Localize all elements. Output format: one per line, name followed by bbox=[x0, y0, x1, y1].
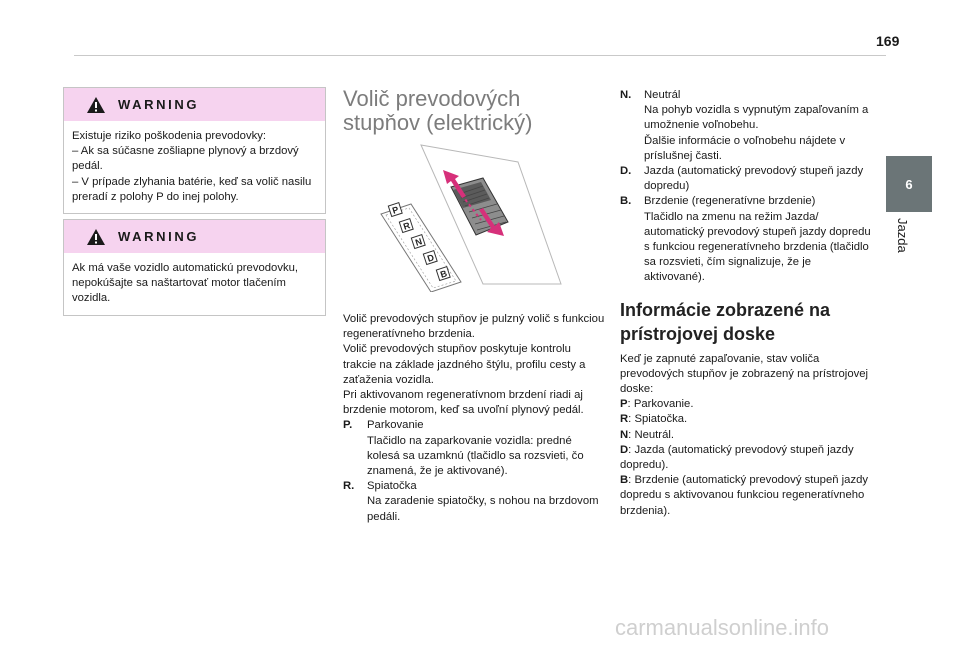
gate-letter: P bbox=[391, 204, 400, 216]
definition-term: R. bbox=[343, 480, 355, 493]
warning-box-1 bbox=[63, 87, 326, 214]
legend-key: B bbox=[620, 474, 629, 487]
definition-body bbox=[644, 194, 875, 285]
warning-line: Existuje riziko poškodenia prevodovky: bbox=[72, 130, 267, 142]
legend-item bbox=[620, 473, 875, 519]
warning-header bbox=[64, 220, 325, 253]
section-title: Volič prevodových stupňov (elektrický) bbox=[343, 86, 533, 135]
header-divider bbox=[74, 55, 886, 56]
definition-term: P. bbox=[343, 419, 353, 432]
page-number: 169 bbox=[876, 33, 900, 49]
gate-letter: R bbox=[402, 220, 412, 232]
legend-text: : Neutrál. bbox=[628, 428, 675, 441]
legend-text: : Brzdenie (automatický prevodový stupeň jazdy dopredu s aktivovanou funkciou regeneratívneho brzdenia). bbox=[620, 474, 869, 517]
definition-body bbox=[367, 418, 605, 479]
definition-body bbox=[644, 88, 875, 164]
definition-line: Ďalšie informácie o voľnobehu nájdete v príslušnej časti. bbox=[644, 134, 846, 162]
definition-item-r bbox=[343, 479, 605, 525]
warning-body bbox=[64, 253, 325, 315]
warning-box-2 bbox=[63, 219, 326, 316]
legend-text: : Parkovanie. bbox=[627, 398, 694, 411]
legend-key: D bbox=[620, 443, 629, 456]
warning-line: – Ak sa súčasne zošliapne plynový a brzdový pedál. bbox=[72, 145, 299, 173]
definition-body bbox=[644, 164, 875, 194]
right-column bbox=[620, 88, 875, 519]
warning-header bbox=[64, 88, 325, 121]
definition-line: Tlačidlo na zaparkovanie vozidla: predné kolesá sa uzamknú (tlačidlo sa rozsvieti, čo znamená, že je aktivované). bbox=[367, 434, 584, 478]
legend-key: R bbox=[620, 413, 629, 426]
legend-item bbox=[620, 428, 875, 443]
legend-item bbox=[620, 412, 875, 427]
watermark: carmanualsonline.info bbox=[615, 615, 830, 640]
definition-item-b bbox=[620, 194, 875, 285]
chapter-number: 6 bbox=[905, 176, 913, 192]
legend-key: P bbox=[620, 398, 628, 411]
definition-term: D. bbox=[620, 165, 632, 178]
body-paragraph: Keď je zapnuté zapaľovanie, stav voliča prevodových stupňov je zobrazený na prístrojovej doske: bbox=[620, 352, 869, 396]
warning-title: WARNING bbox=[118, 229, 200, 244]
gate-letter: N bbox=[414, 236, 424, 248]
definition-term: N. bbox=[620, 89, 632, 101]
definition-line: Jazda (automatický prevodový stupeň jazdy dopredu) bbox=[644, 165, 864, 193]
body-paragraph: Pri aktivovanom regeneratívnom brzdení riadi aj brzdenie motorom, keď sa uvoľní plynový pedál. bbox=[343, 389, 584, 417]
definition-term: B. bbox=[620, 195, 632, 208]
legend-item bbox=[620, 397, 875, 412]
warning-line: Ak má vaše vozidlo automatickú prevodovku, nepokúšajte sa naštartovať motor tlačením vozidla. bbox=[72, 262, 299, 305]
warning-triangle-icon bbox=[86, 228, 106, 246]
middle-column bbox=[343, 312, 605, 525]
legend-text: : Jazda (automatický prevodový stupeň jazdy dopredu). bbox=[620, 443, 854, 472]
warning-title: WARNING bbox=[118, 97, 200, 112]
subheading: Informácie zobrazené na prístrojovej doske bbox=[620, 299, 831, 344]
definition-item-d bbox=[620, 164, 875, 194]
definition-line: Neutrál bbox=[644, 89, 681, 101]
definition-line: Spiatočka bbox=[367, 480, 417, 493]
definition-line: Parkovanie bbox=[367, 419, 424, 432]
definition-line: Brzdenie (regeneratívne brzdenie) bbox=[644, 195, 816, 208]
body-paragraph: Volič prevodových stupňov poskytuje kontrolu trakcie na základe jazdného štýlu, profilu cesty a zaťaženia vozidla. bbox=[343, 343, 586, 386]
definition-line: Na pohyb vozidla s vypnutým zapaľovaním a umožnenie voľnobehu. bbox=[644, 104, 869, 132]
definition-body bbox=[367, 479, 605, 525]
legend-item bbox=[620, 443, 875, 473]
definition-line: Na zaradenie spiatočky, s nohou na brzdovom pedáli. bbox=[367, 495, 599, 523]
chapter-label: Jazda bbox=[895, 218, 910, 253]
gate-letter: D bbox=[426, 252, 436, 264]
warning-triangle-icon bbox=[86, 96, 106, 114]
legend-key: N bbox=[620, 428, 629, 441]
warning-body bbox=[64, 121, 325, 213]
body-paragraph: Volič prevodových stupňov je pulzný volič s funkciou regeneratívneho brzdenia. bbox=[343, 313, 605, 341]
gate-letter: B bbox=[439, 268, 449, 280]
chapter-tab[interactable] bbox=[886, 156, 932, 212]
definition-item-p bbox=[343, 418, 605, 479]
warning-line: – V prípade zlyhania batérie, keď sa volič nasilu preradí z polohy P do inej polohy. bbox=[72, 175, 312, 203]
definition-item-n bbox=[620, 88, 875, 164]
definition-line: Tlačidlo na zmenu na režim Jazda/ automatický prevodový stupeň jazdy dopredu s funkciou regeneratívneho brzdenia (tlačidlo sa rozsvieti, čím signalizuje, že je aktivované). bbox=[644, 210, 871, 284]
gear-selector-diagram bbox=[373, 142, 563, 292]
legend-text: : Spiatočka. bbox=[628, 413, 688, 426]
